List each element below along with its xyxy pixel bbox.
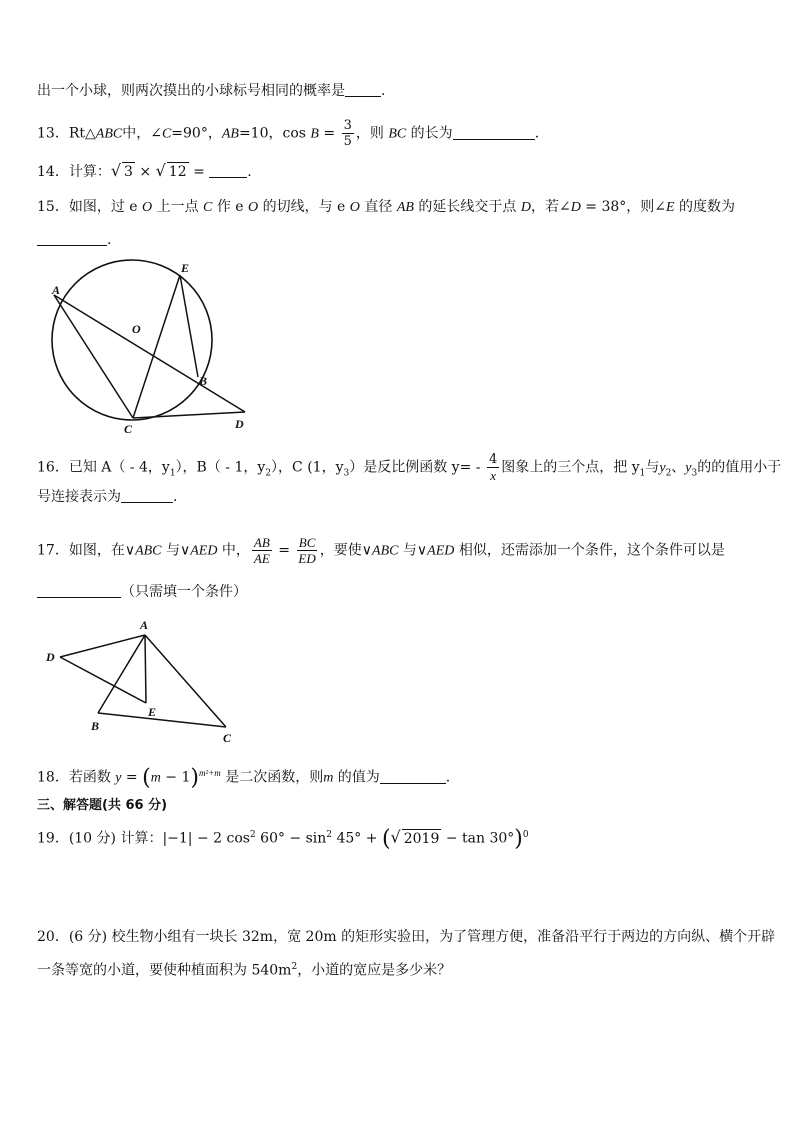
segment-c-e xyxy=(133,275,180,418)
question-20: 20．(6 分) 校生物小组有一块长 32m，宽 20m 的矩形实验田，为了管理方便，准备沿平行于两边的方向纵、横个开辟 xyxy=(37,929,776,945)
figure-15-circle-diagram xyxy=(40,255,270,440)
segment-d-a xyxy=(60,635,145,657)
question-16: 16．已知 A（ - 4，$y_1$），B（ - 1，$y_2$），C (1，$y_3$）是反比例函数 y= - $\frac{4}{x}$ 图象上的三个点，把 $y_1$与$y_2$、$y_3$的的值用小于 xyxy=(37,452,782,483)
label-e: E xyxy=(148,705,157,719)
sqrt-sign-icon: √ xyxy=(110,161,122,180)
question-13: 13．Rt△ABC中，∠C=90°，AB=10，cos B = $\frac{3}{5}$ ，则 BC 的长为 . xyxy=(37,118,540,149)
segment-b-c xyxy=(98,713,226,727)
question-19: 19．(10 分) 计算：|−1| − 2 $\cos^2 60^\circ - \sin^2 45^\circ$ + (√ 2019 − tan 30°)$^0$ xyxy=(37,826,529,852)
label-b: B xyxy=(91,719,100,733)
answer-blank-15[interactable] xyxy=(37,231,107,246)
question-18: 18．若函数 $y = (m - 1)^{m^2+m}$ 是二次函数，则m 的值为 . xyxy=(37,765,451,791)
segment-c-d xyxy=(133,412,245,418)
fraction-ab-over-ae: $\frac{AB}{AE}$ xyxy=(253,535,270,566)
question-16-line-2: 号连接表示为 . xyxy=(37,489,178,505)
answer-blank-13[interactable] xyxy=(453,125,535,140)
label-c: C xyxy=(223,731,232,745)
answer-blank-14[interactable] xyxy=(209,163,247,178)
fraction-bc-over-ed: $\frac{BC}{ED}$ xyxy=(298,535,316,566)
question-15-answer-line: . xyxy=(37,231,111,249)
segment-a-d xyxy=(54,295,245,412)
sqrt-sign-icon: √ xyxy=(155,161,166,180)
question-12-tail: 出一个小球，则两次摸出的小球标号相同的概率是 . xyxy=(37,83,386,99)
segment-a-c xyxy=(145,635,226,727)
fraction-cosb: $\frac{3}{5}$ xyxy=(343,118,352,149)
question-15: 15．如图，过 e O 上一点 C 作 e O 的切线，与 e O 直径 AB 的延长线交于点 D，若∠D = 38°，则∠E 的度数为 xyxy=(37,199,736,215)
label-a: A xyxy=(140,618,149,632)
segment-d-e xyxy=(60,657,146,703)
answer-blank-17[interactable] xyxy=(37,583,121,598)
label-e: E xyxy=(181,261,190,275)
segment-a-b xyxy=(98,635,145,713)
label-o: O xyxy=(132,322,141,336)
segment-a-e xyxy=(145,635,146,703)
label-b: B xyxy=(199,374,208,388)
label-d: D xyxy=(46,650,55,664)
label-c: C xyxy=(124,422,133,436)
answer-blank-12[interactable] xyxy=(345,82,381,97)
sqrt-sign-icon: √ xyxy=(390,827,401,847)
answer-blank-16[interactable] xyxy=(121,488,173,503)
figure-17-triangles-diagram xyxy=(40,615,250,750)
question-17-line-2: （只需填一个条件） xyxy=(37,583,247,601)
label-d: D xyxy=(235,417,244,431)
answer-blank-18[interactable] xyxy=(380,769,446,784)
question-17: 17．如图，在∨ABC 与∨AED 中， $\frac{AB}{AE}$ = $\frac{BC}{ED}$ ，要使∨ABC 与∨AED 相似，还需添加一个条件，这个条件可以是 xyxy=(37,535,725,566)
circle-o xyxy=(52,260,212,420)
segment-a-c xyxy=(54,295,133,418)
label-a: A xyxy=(52,283,61,297)
question-20-line-2: 一条等宽的小道，要使种植面积为 $540m^2$，小道的宽应是多少米？ xyxy=(37,962,452,979)
question-14: 14．计算：√ 3 × √ 12 = . xyxy=(37,161,252,180)
section-3-heading: 三、解答题(共 66 分) xyxy=(37,798,168,813)
fraction-4-over-x: $\frac{4}{x}$ xyxy=(488,452,498,483)
